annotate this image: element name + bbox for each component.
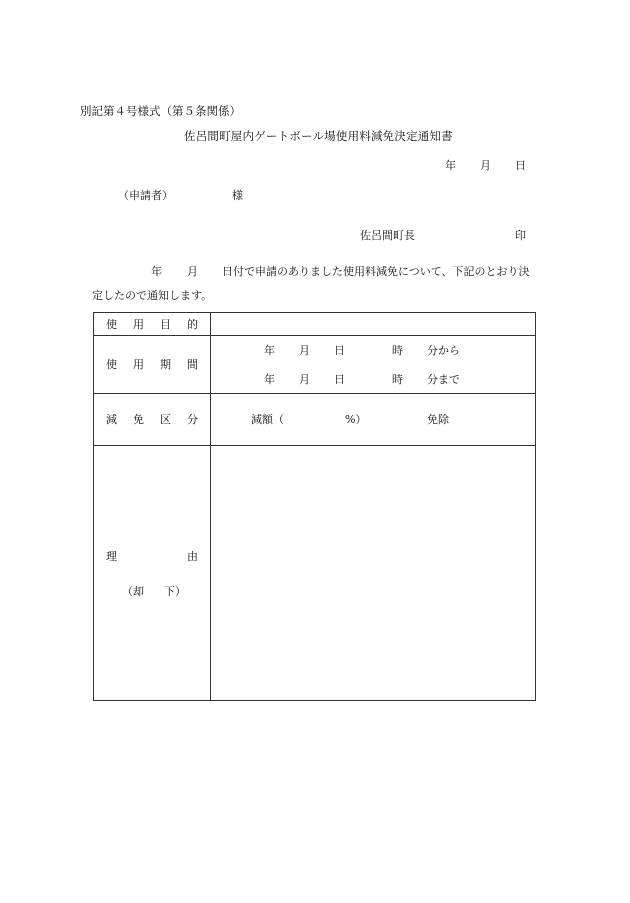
form-number: 別記第４号様式（第５条関係） <box>80 104 241 118</box>
period-from-minute: 分から <box>427 344 460 357</box>
body-text-line2: 定したので通知します。 <box>92 289 213 302</box>
reason-label-right: 由 <box>187 550 198 563</box>
period-label-char: 間 <box>187 358 198 371</box>
category-label-char: 区 <box>160 413 171 426</box>
period-to-day: 日 <box>334 373 345 386</box>
date-day-label: 日 <box>515 159 526 172</box>
table-row-divider <box>94 445 535 446</box>
purpose-label-char: 目 <box>160 318 171 331</box>
category-label-char: 免 <box>133 413 144 426</box>
period-from-hour: 時 <box>392 344 403 357</box>
body-month-label: 月 <box>187 265 198 278</box>
table-row-divider <box>94 335 535 336</box>
period-to-minute: 分まで <box>427 373 460 386</box>
period-to-hour: 時 <box>392 373 403 386</box>
exemption-option: 免除 <box>427 413 449 426</box>
period-from-month: 月 <box>299 344 310 357</box>
category-label-char: 減 <box>106 413 117 426</box>
period-from-year: 年 <box>264 344 275 357</box>
reduction-option: 減額（ <box>251 413 284 426</box>
rejection-label-right: 下） <box>164 585 186 598</box>
category-label <box>106 414 198 425</box>
reduction-percent: %） <box>345 413 367 426</box>
date-month-label: 月 <box>480 159 491 172</box>
date-year-label: 年 <box>445 159 456 172</box>
body-text-line1: 日付で申請のありました使用料減免について、下記のとおり決 <box>222 265 530 278</box>
table-column-divider <box>210 313 211 700</box>
period-to-year: 年 <box>264 373 275 386</box>
document-title: 佐呂間町屋内ゲートボール場使用料減免決定通知書 <box>184 129 453 143</box>
purpose-label <box>106 319 198 330</box>
category-label-char: 分 <box>187 413 198 426</box>
purpose-label-char: 的 <box>187 318 198 331</box>
period-label-char: 期 <box>160 358 171 371</box>
purpose-label-char: 用 <box>133 318 144 331</box>
period-label <box>106 359 198 370</box>
applicant-label: （申請者） <box>118 189 173 202</box>
period-label-char: 使 <box>106 358 117 371</box>
issuer-name: 佐呂間町長 <box>360 229 415 242</box>
purpose-label-char: 使 <box>106 318 117 331</box>
reason-label-left: 理 <box>106 550 117 563</box>
issuer-seal: 印 <box>515 229 526 242</box>
period-to-month: 月 <box>299 373 310 386</box>
body-year-label: 年 <box>151 265 162 278</box>
period-label-char: 用 <box>133 358 144 371</box>
table-row-divider <box>94 393 535 394</box>
rejection-label-left: （却 <box>122 585 144 598</box>
applicant-honorific: 様 <box>232 189 243 202</box>
decision-table <box>93 312 536 701</box>
period-from-day: 日 <box>334 344 345 357</box>
